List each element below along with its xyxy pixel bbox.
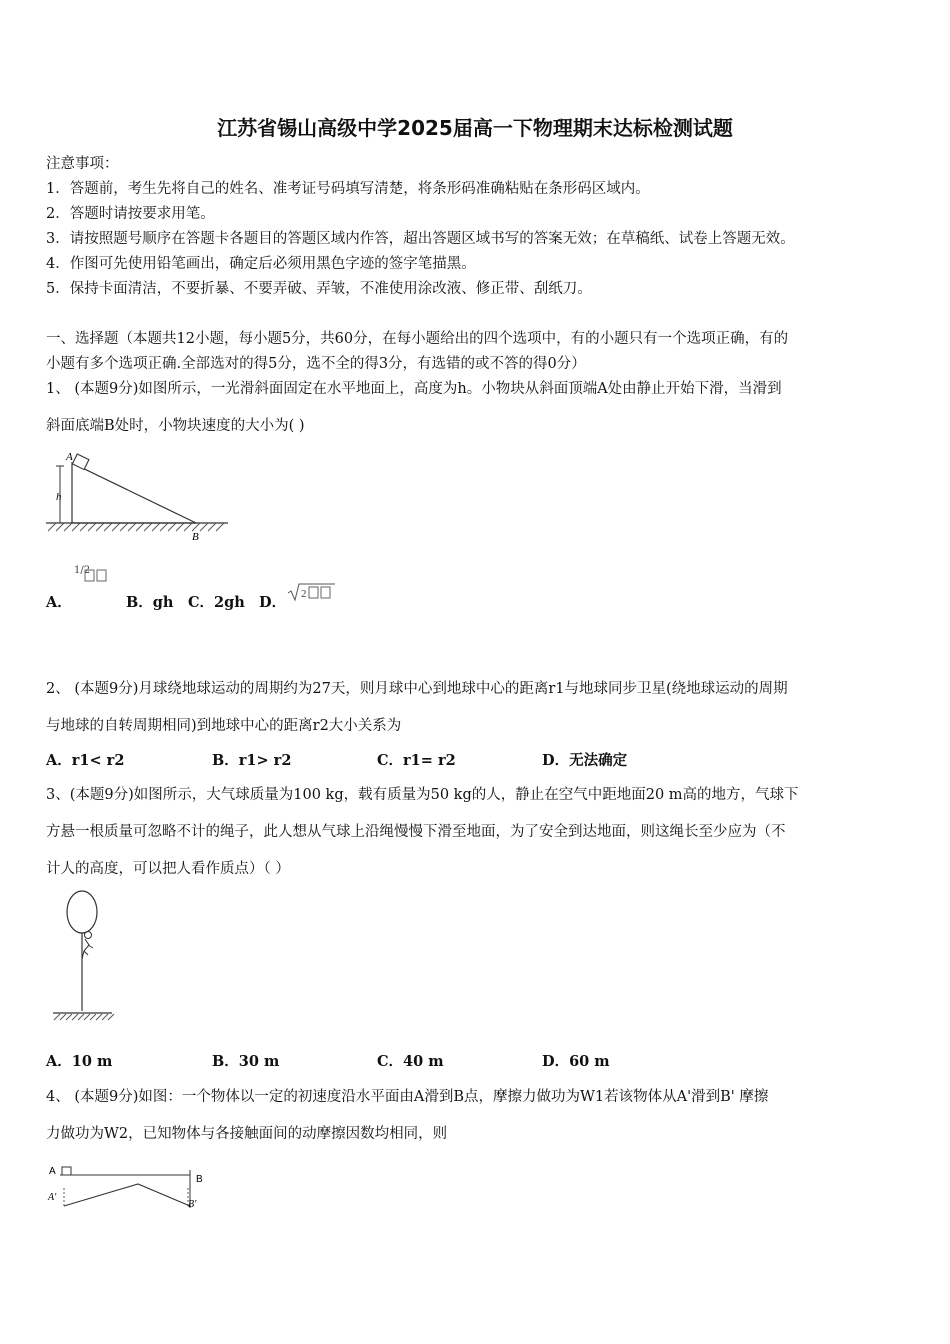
q4-stem-line1: 4、 (本题9分)如图：一个物体以一定的初速度沿水平面由A滑到B点，摩擦力做功为W1若该物体从A'滑到B' 摩擦 xyxy=(46,1089,769,1105)
q2-option-a: A．r1< r2 xyxy=(46,752,125,769)
q2-option-c: C．r1= r2 xyxy=(377,752,456,769)
q3-stem-line1: 3、(本题9分)如图所示，大气球质量为100 kg，载有质量为50 kg的人，静止在空气中距地面20 m高的地方，气球下 xyxy=(46,787,799,803)
q3-option-d: D．60 m xyxy=(542,1053,610,1070)
notice-item: 3．请按照题号顺序在答题卡各题目的答题区域内作答，超出答题区域书写的答案无效；在草稿纸、试卷上答题无效。 xyxy=(46,231,795,247)
notice-heading: 注意事项： xyxy=(46,156,119,172)
fig-label-b: B xyxy=(196,1174,203,1185)
notice-item: 4．作图可先使用铅笔画出，确定后必须用黑色字迹的签字笔描黑。 xyxy=(46,256,476,272)
notice-item: 5．保持卡面清洁，不要折暴、不要弄破、弄皱，不准使用涂改液、修正带、刮纸刀。 xyxy=(46,281,592,297)
fig-label-h: h xyxy=(56,491,62,503)
fig-label-a-prime: A' xyxy=(48,1192,57,1203)
q1-option-c: C．2gh xyxy=(188,594,245,611)
q1-option-b: B．gh xyxy=(126,594,174,611)
notice-item: 2．答题时请按要求用笔。 xyxy=(46,206,215,222)
fig-label-b: B xyxy=(192,531,199,543)
q3-option-a: A．10 m xyxy=(46,1053,113,1070)
q1-option-d: D． xyxy=(259,594,287,611)
svg-text:2: 2 xyxy=(301,588,307,600)
q3-stem-line2: 方悬一根质量可忽略不计的绳子，此人想从气球上沿绳慢慢下滑至地面，为了安全到达地面，则这绳长至少应为（不 xyxy=(46,824,786,840)
q1-stem-line1: 1、 (本题9分)如图所示，一光滑斜面固定在水平地面上，高度为h。小物块从斜面顶端A处由静止开始下滑，当滑到 xyxy=(46,381,782,397)
q1-incline-figure xyxy=(44,448,234,543)
q2-option-b: B．r1> r2 xyxy=(212,752,292,769)
q4-surface-figure xyxy=(46,1158,216,1214)
q3-stem-line3: 计人的高度，可以把人看作质点）（ ） xyxy=(46,861,290,877)
q1-stem-line2: 斜面底端B处时，小物块速度的大小为( ) xyxy=(46,418,305,434)
q2-option-d: D．无法确定 xyxy=(542,752,628,769)
q3-option-b: B．30 m xyxy=(212,1053,280,1070)
q1-option-a-formula-icon xyxy=(84,568,110,582)
section-heading-line2: 小题有多个选项正确.全部选对的得5分，选不全的得3分，有选错的或不答的得0分） xyxy=(46,356,586,372)
fig-label-b-prime: B' xyxy=(188,1199,197,1210)
section-heading-line1: 一、选择题（本题共12小题，每小题5分，共60分，在每小题给出的四个选项中，有的小题只有一个选项正确，有的 xyxy=(46,331,789,347)
q1-option-a-fraction: 1/2 xyxy=(74,565,91,576)
notice-item: 1．答题前，考生先将自己的姓名、准考证号码填写清楚，将条形码准确粘贴在条形码区域内。 xyxy=(46,181,650,197)
q4-stem-line2: 力做功为W2，已知物体与各接触面间的动摩擦因数均相同，则 xyxy=(46,1126,448,1142)
q2-stem-line1: 2、 (本题9分)月球绕地球运动的周期约为27天，则月球中心到地球中心的距离r1与地球同步卫星(绕地球运动的周期 xyxy=(46,681,788,697)
q1-option-a: A． xyxy=(46,594,72,611)
q2-stem-line2: 与地球的自转周期相同)到地球中心的距离r2大小关系为 xyxy=(46,718,402,734)
fig-label-a: A xyxy=(66,451,73,463)
q1-option-d-sqrt-icon xyxy=(287,582,337,602)
page-title: 江苏省锡山高级中学2025届高一下物理期末达标检测试题 xyxy=(217,116,733,140)
q3-option-c: C．40 m xyxy=(377,1053,444,1070)
q3-balloon-figure xyxy=(50,885,120,1025)
fig-label-a: A xyxy=(49,1166,56,1177)
